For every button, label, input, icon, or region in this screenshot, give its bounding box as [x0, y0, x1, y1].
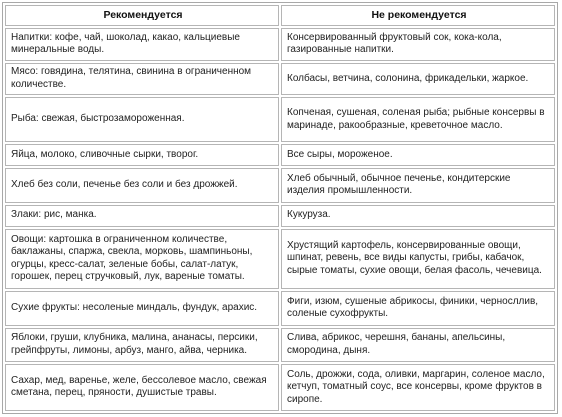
table-row: [5, 144, 555, 166]
header-row: [5, 5, 555, 26]
not-recommended-cell: Консервированный фруктовый сок, кока-кола, газированные напитки.: [281, 28, 555, 61]
not-recommended-cell: Колбасы, ветчина, солонина, фрикадельки, жаркое.: [281, 63, 555, 96]
table-row: [5, 97, 555, 142]
header-recommended: Рекомендуется: [5, 5, 279, 26]
table-row: [5, 28, 555, 61]
not-recommended-cell: Копченая, сушеная, соленая рыба; рыбные консервы в маринаде, ракообразные, креветочное масло.: [281, 97, 555, 142]
table-row: [5, 205, 555, 227]
not-recommended-cell: Хрустящий картофель, консервированные овощи, шпинат, ревень, все виды капусты, грибы, кабачок, сырые томаты, сухие овощи, белая фасоль, чечевица.: [281, 229, 555, 289]
recommended-cell: Сахар, мед, варенье, желе, бессолевое масло, свежая сметана, перец, пряности, душистые травы.: [5, 364, 279, 411]
recommended-cell: Яйца, молоко, сливочные сырки, творог.: [5, 144, 279, 166]
recommended-cell: Злаки: рис, манка.: [5, 205, 279, 227]
table-row: [5, 328, 555, 362]
table-row: [5, 229, 555, 289]
recommended-cell: Хлеб без соли, печенье без соли и без дрожжей.: [5, 168, 279, 203]
table-row: [5, 63, 555, 96]
not-recommended-cell: Фиги, изюм, сушеные абрикосы, финики, черносллив, соленые сухофрукты.: [281, 291, 555, 327]
not-recommended-cell: Хлеб обычный, обычное печенье, кондитерские изделия промышленности.: [281, 168, 555, 203]
not-recommended-cell: Все сыры, мороженое.: [281, 144, 555, 166]
recommended-cell: Напитки: кофе, чай, шоколад, какао, кальциевые минеральные воды.: [5, 28, 279, 61]
recommended-cell: Рыба: свежая, быстрозамороженная.: [5, 97, 279, 142]
not-recommended-cell: Кукуруза.: [281, 205, 555, 227]
recommended-cell: Сухие фрукты: несоленые миндаль, фундук, арахис.: [5, 291, 279, 327]
table-row: [5, 291, 555, 327]
table-row: [5, 364, 555, 411]
not-recommended-cell: Слива, абрикос, черешня, бананы, апельсины, смородина, дыня.: [281, 328, 555, 362]
recommended-cell: Мясо: говядина, телятина, свинина в ограниченном количестве.: [5, 63, 279, 96]
diet-table: [2, 2, 558, 414]
recommended-cell: Яблоки, груши, клубника, малина, ананасы, персики, грейпфруты, лимоны, арбуз, манго, айва, черника.: [5, 328, 279, 362]
not-recommended-cell: Соль, дрожжи, сода, оливки, маргарин, соленое масло, кетчуп, томатный соус, все консервы, кроме фруктов в сиропе.: [281, 364, 555, 411]
header-not-recommended: Не рекомендуется: [281, 5, 555, 26]
recommended-cell: Овощи: картошка в ограниченном количестве, баклажаны, спаржа, свекла, морковь, шампиньоны, огурцы, кресс-салат, зеленые бобы, салат-латук, горошек, перец стручковый, лук, вареные томаты.: [5, 229, 279, 289]
table-row: [5, 168, 555, 203]
